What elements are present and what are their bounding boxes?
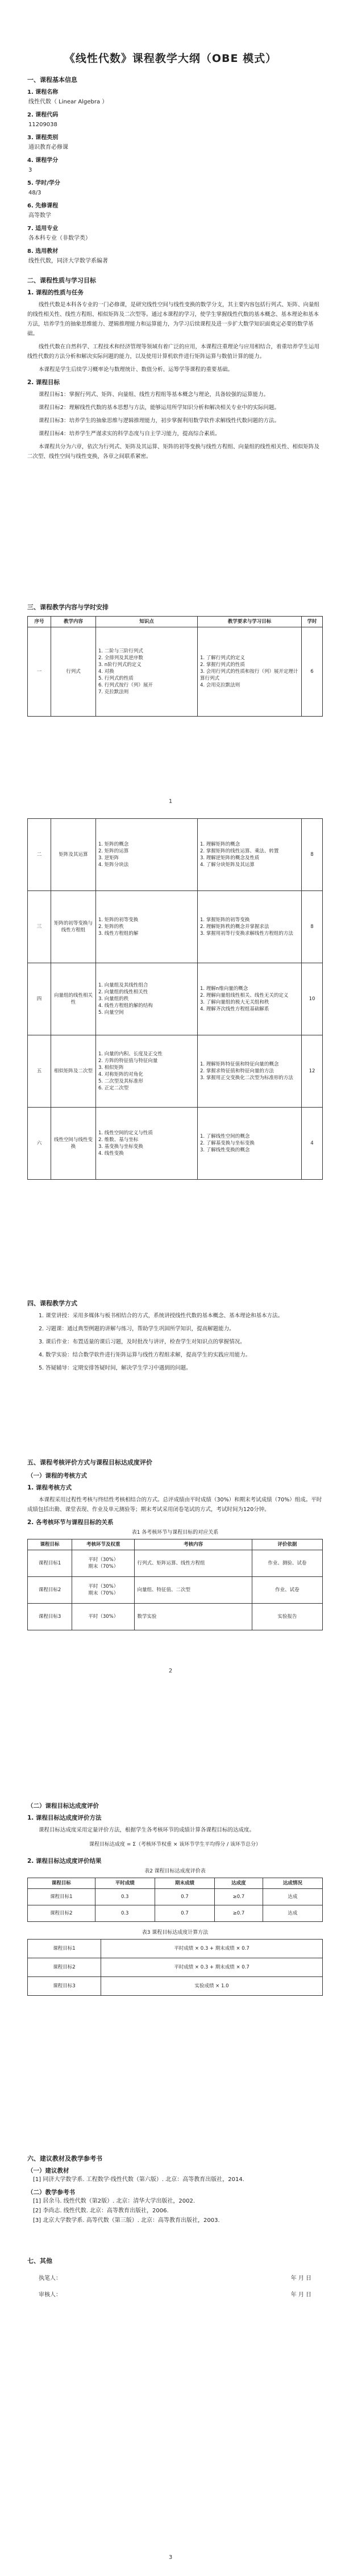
table-row [28,963,323,1035]
hours: 12 [302,1035,323,1108]
method-item: 3. 课后作业：布置适量的课后习题，及时批改与讲评，检查学生对知识点的掌握情况。 [39,1339,246,1345]
calc-cell: 平时成绩 × 0.3 + 期末成绩 × 0.7 [101,1958,323,1977]
subheading: 2. 各考核环节与课程目标的关系 [27,1519,114,1526]
column-header: 序号 [28,617,51,627]
content-cell: 向量组、特征值、二次型 [135,1577,252,1604]
reviewer-date: 年 月 日 [290,2292,311,2298]
goal-item: 课程目标4：培养学生严谨求实的科学态度与自主学习能力，提高综合素质。 [39,431,221,437]
paragraph: 本课程是学生后续学习概率论与数理统计、数值分析、运筹学等课程的重要基础。 [39,367,234,373]
cell-goal: 课程目标1 [28,1889,95,1905]
signature-row [27,2273,323,2282]
cell-a: 0.3 [95,1889,155,1905]
hours: 4 [302,1108,323,1180]
goal-cell: 课程目标1 [28,1550,72,1577]
subheading: 2. 课程目标达成度评价结果 [27,1858,102,1865]
field-label: 5. 学时/学分 [27,180,60,186]
subheading: 1. 课程目标达成度评价方法 [27,1815,102,1821]
section-heading: 四、课程教学方式 [27,1300,77,1307]
table-row [28,1035,323,1108]
subheading: 1. 课程考核方式 [27,1484,72,1491]
subheading: （一）建议教材 [27,2167,69,2174]
goal-item: 课程目标3：培养学生的抽象思维与逻辑推理能力，初步掌握利用数学软件求解线性代数问题的方法。 [39,418,280,424]
cell-d: 达成 [263,1889,322,1905]
author-label: 执笔人： [39,2275,61,2282]
methods-list [27,1311,323,1373]
requirements: 1. 了解行列式的定义 2. 掌握行列式的性质 3. 会用行列式的性质和按行（列）展开定理计算行列式 4. 会用克拉默法则 [198,627,302,717]
cell-d: 达成 [263,1905,322,1922]
content-cell: 数学实验 [135,1604,252,1630]
calc-cell: 平时成绩 × 0.3 + 期末成绩 × 0.7 [101,1940,323,1958]
column-header: 学时 [302,617,323,627]
page-number: 1 [168,798,173,805]
paragraph: 本课程共分为六章，依次为行列式、矩阵及其运算、矩阵的初等变换与线性方程组、向量组的线性相关性、相似矩阵及二次型、线性空间与线性变换，各章之间联系紧密。 [27,444,320,460]
knowledge-points: 1. 矩阵的初等变换 2. 矩阵的秩 3. 线性方程组的解 [96,891,198,963]
book-item: [1] 居余马. 线性代数（第2版）. 北京：清华大学出版社，2002. [33,2198,196,2204]
row-number: 四 [28,963,51,1035]
field-label: 4. 课程学分 [27,157,59,164]
field-value: 线性代数，同济大学数学系编著 [28,258,108,264]
column-header: 考核环节及权重 [72,1539,135,1550]
paragraph: 线性代数在自然科学、工程技术和经济管理等领域有着广泛的应用，本课程注重理论与应用相结合，着重培养学生运用线性代数的方法分析和解决实际问题的能力，以及使用计算机软件进行矩阵运算与数值计算的能力。 [27,344,320,360]
field-label: 6. 先修课程 [27,203,59,209]
requirements: 1. 理解矩阵的概念 2. 掌握矩阵的线性运算、乘法、转置 3. 理解逆矩阵的概念及性质 4. 了解分块矩阵及其运算 [198,819,302,891]
column-header: 期末成绩 [155,1878,214,1889]
table-row [28,1905,323,1922]
cell-c: ≥0.7 [215,1889,263,1905]
field-value: 3 [28,167,32,173]
goal-item: 课程目标2：理解线性代数的基本思想与方法，能够运用所学知识分析和解决相关专业中的实际问题。 [39,405,280,411]
hours: 8 [302,819,323,891]
method-item: 2. 习题课：通过典型例题的讲解与练习，帮助学生巩固所学知识，提高解题能力。 [39,1326,235,1332]
knowledge-points: 1. 线性空间的定义与性质 2. 维数、基与坐标 3. 基变换与坐标变换 4. 线性变换 [96,1108,198,1180]
requirements: 1. 了解线性空间的概念 2. 了解基变换与坐标变换 3. 了解线性变换的概念 [198,1108,302,1180]
chapter-name: 线性空间与线性变换 [51,1108,96,1180]
knowledge-points: 1. 向量的内积、长度及正交性 2. 方阵的特征值与特征向量 3. 相似矩阵 4. 对称矩阵的对角化 5. 二次型及其标准形 6. 正定二次型 [96,1035,198,1108]
subheading: （一）课程的考核方式 [27,1472,87,1479]
content-cell: 行列式、矩阵运算、线性方程组 [135,1550,252,1577]
goal-cell: 课程目标2 [28,1577,72,1604]
page-number: 3 [168,2554,173,2561]
row-number: 一 [28,627,51,717]
column-header: 课程目标 [28,1878,95,1889]
field-label: 7. 适用专业 [27,226,59,232]
achievement-table [27,1878,323,1922]
column-header: 教学要求与学习目标 [198,617,302,627]
paragraph: 本课程采用过程性考核与终结性考核相结合的方式。总评成绩由平时成绩（30%）和期末考试成绩（70%）组成。平时成绩包括出勤、课堂表现、作业及单元测验等；期末考试采用闭卷笔试的方式，考试时间为120分钟。 [27,1497,322,1513]
document-title: 《线性代数》课程教学大纲（OBE 模式） [64,52,277,65]
cell-goal: 课程目标2 [28,1905,95,1922]
section-heading: 七、其他 [27,2257,52,2265]
knowledge-points: 1. 二阶与三阶行列式 2. 全排列及其逆序数 3. n阶行列式的定义 4. 对换 5. 行列式的性质 6. 行列式按行（列）展开 7. 克拉默法则 [96,627,198,717]
content-table-1 [27,616,323,717]
table-caption: 表3 课程目标达成度计算方法 [142,1930,209,1936]
goal-cell: 课程目标3 [28,1977,101,1996]
section-achievement [27,1801,323,1996]
table-row [28,627,323,717]
goal-cell: 课程目标3 [28,1604,72,1630]
cell-a: 0.3 [95,1905,155,1922]
goal-cell: 课程目标2 [28,1958,101,1977]
section-textbooks [27,2154,323,2225]
field-label: 3. 课程类别 [27,135,59,141]
row-number: 六 [28,1108,51,1180]
field-value: 高等数学 [28,213,51,219]
table-caption: 表2 课程目标达成度评价表 [144,1868,206,1874]
chapter-name: 矩阵的初等变换与线性方程组 [51,891,96,963]
formula: 课程目标达成度 = Σ（考核环节权重 × 该环节学生平均得分 / 该环节总分） [89,1842,261,1847]
section-content [27,602,323,717]
hours: 10 [302,963,323,1035]
basic-info-fields [27,88,323,266]
cell-b: 0.7 [155,1889,214,1905]
row-number: 三 [28,891,51,963]
section-nature-goals [27,276,323,465]
column-header: 教学内容 [51,617,96,627]
book-item: [2] 李尚志. 线性代数. 北京：高等教育出版社，2006. [33,2208,169,2214]
chapter-name: 相似矩阵及二次型 [51,1035,96,1108]
column-header: 达成度 [215,1878,263,1889]
section-content-cont [27,818,323,1180]
requirements: 1. 理解矩阵特征值和特征向量的概念 2. 掌握求特征值和特征向量的方法 3. 掌握用正交变换化二次型为标准形的方法 [198,1035,302,1108]
chapter-name: 向量组的线性相关性 [51,963,96,1035]
reference-list [27,2196,323,2225]
subheading: （二）课程目标达成度评价 [27,1803,99,1809]
goal-cell: 课程目标1 [28,1940,101,1958]
requirements: 1. 理解n维向量的概念 2. 理解向量组线性相关、线性无关的定义 3. 了解向量组的极大无关组和秩 4. 理解齐次线性方程组基础解系 [198,963,302,1035]
row-number: 五 [28,1035,51,1108]
field-value: 48/3 [28,190,41,196]
basis-cell: 作业、试卷 [252,1577,322,1604]
table-row [28,1604,323,1630]
table-row [28,1940,323,1958]
table-row [28,891,323,963]
goals-list [27,390,323,439]
field-value: 11209038 [28,122,57,128]
section-heading: 二、课程性质与学习目标 [27,277,96,284]
hours: 6 [302,627,323,717]
table-row [28,1889,323,1905]
calc-table [27,1939,323,1996]
section-other [27,2256,323,2298]
goal-item: 课程目标1：掌握行列式、矩阵、向量组、线性方程组等基本概念与理论，具备较强的运算能力。 [39,392,269,398]
method-item: 1. 课堂讲授：采用多媒体与板书相结合的方式，系统讲授线性代数的基本概念、基本理论和基本方法。 [39,1313,284,1319]
column-header: 平时成绩 [95,1878,155,1889]
table-row [28,1577,323,1604]
section-teaching-methods [27,1299,323,1376]
column-header: 达成情况 [263,1878,322,1889]
section-heading: 五、课程考核评价方式与课程目标达成度评价 [27,1459,152,1466]
requirements: 1. 掌握矩阵的初等变换 2. 理解矩阵秩的概念并掌握求法 3. 掌握用初等行变换求解线性方程组的方法 [198,891,302,963]
cell-c: ≥0.7 [215,1905,263,1922]
field-label: 8. 选用教材 [27,248,59,255]
column-header: 考核内容 [135,1539,252,1550]
section-basic-info [27,75,323,266]
knowledge-points: 1. 向量组及其线性组合 2. 向量组的线性相关性 3. 向量组的秩 4. 线性方程组的解的结构 5. 向量空间 [96,963,198,1035]
assessment-table [27,1539,323,1630]
cell-b: 0.7 [155,1905,214,1922]
table-row [28,1958,323,1977]
part-cell: 平时（30%） 期末（70%） [72,1577,135,1604]
field-label: 2. 课程代码 [27,112,59,118]
page-number: 2 [168,1668,173,1674]
column-header: 评价依据 [252,1539,322,1550]
chapter-name: 行列式 [51,627,96,717]
method-item: 5. 答疑辅导：定期安排答疑时间，解决学生学习中遇到的问题。 [39,1365,192,1371]
signature-row [27,2290,323,2298]
knowledge-points: 1. 矩阵的概念 2. 矩阵的运算 3. 逆矩阵 4. 矩阵分块法 [96,819,198,891]
section-heading: 六、建议教材及教学参考书 [27,2155,102,2162]
method-item: 4. 数学实验：结合数学软件进行矩阵运算与线性方程组求解，提高学生的实践应用能力。 [39,1352,251,1358]
table-caption: 表1 各考核环节与课程目标的对应关系 [131,1530,219,1535]
column-header: 知识点 [96,617,198,627]
book-item: [3] 北京大学数学系. 高等代数（第三版）. 北京：高等教育出版社，2003. [33,2217,220,2224]
section-heading: 三、课程教学内容与学时安排 [27,604,109,611]
paragraph: 课程目标达成度采用定量评价方法，根据学生各考核环节的成绩计算各课程目标的达成度。 [39,1827,255,1833]
field-value: 线性代数（ Linear Algebra ） [28,99,108,105]
table-row [28,1108,323,1180]
subheading: （二）教学参考书 [27,2189,75,2196]
field-value: 各本科专业（非数学类） [28,235,91,242]
table-row [28,819,323,891]
column-header: 课程目标 [28,1539,72,1550]
section-assessment [27,1458,323,1630]
book-item: [1] 同济大学数学系. 工程数学·线性代数（第六版）. 北京：高等教育出版社，2014. [33,2177,244,2183]
paragraph: 线性代数是本科各专业的一门必修课，是研究线性空间与线性变换的数学分支，其主要内容包括行列式、矩阵、向量组的线性相关性、线性方程组、相似矩阵及二次型等。通过本课程的学习，使学生掌握线性代数的基本概念、基本理论和基本方法，培养学生的抽象思维能力、逻辑推理能力和运算能力，为学习后续课程及进一步扩大数学知识面奠定必要的数学基础。 [27,302,320,337]
section-heading: 一、课程基本信息 [27,76,77,84]
basis-cell: 实验报告 [252,1604,322,1630]
hours: 8 [302,891,323,963]
table-row [28,1977,323,1996]
part-cell: 平时（30%） [72,1604,135,1630]
calc-cell: 实验成绩 × 1.0 [101,1977,323,1996]
basis-cell: 作业、测验、试卷 [252,1550,322,1577]
table-row [28,1550,323,1577]
field-label: 1. 课程名称 [27,89,59,95]
content-table-2 [27,818,323,1180]
row-number: 二 [28,819,51,891]
author-date: 年 月 日 [290,2275,311,2282]
field-value: 通识教育必修课 [28,144,68,151]
subheading: 2. 课程目标 [27,379,60,386]
reviewer-label: 审核人： [39,2292,61,2298]
subheading: 1. 课程的性质与任务 [27,289,84,296]
part-cell: 平时（30%） 期末（70%） [72,1550,135,1577]
textbook-list [27,2175,323,2184]
chapter-name: 矩阵及其运算 [51,819,96,891]
